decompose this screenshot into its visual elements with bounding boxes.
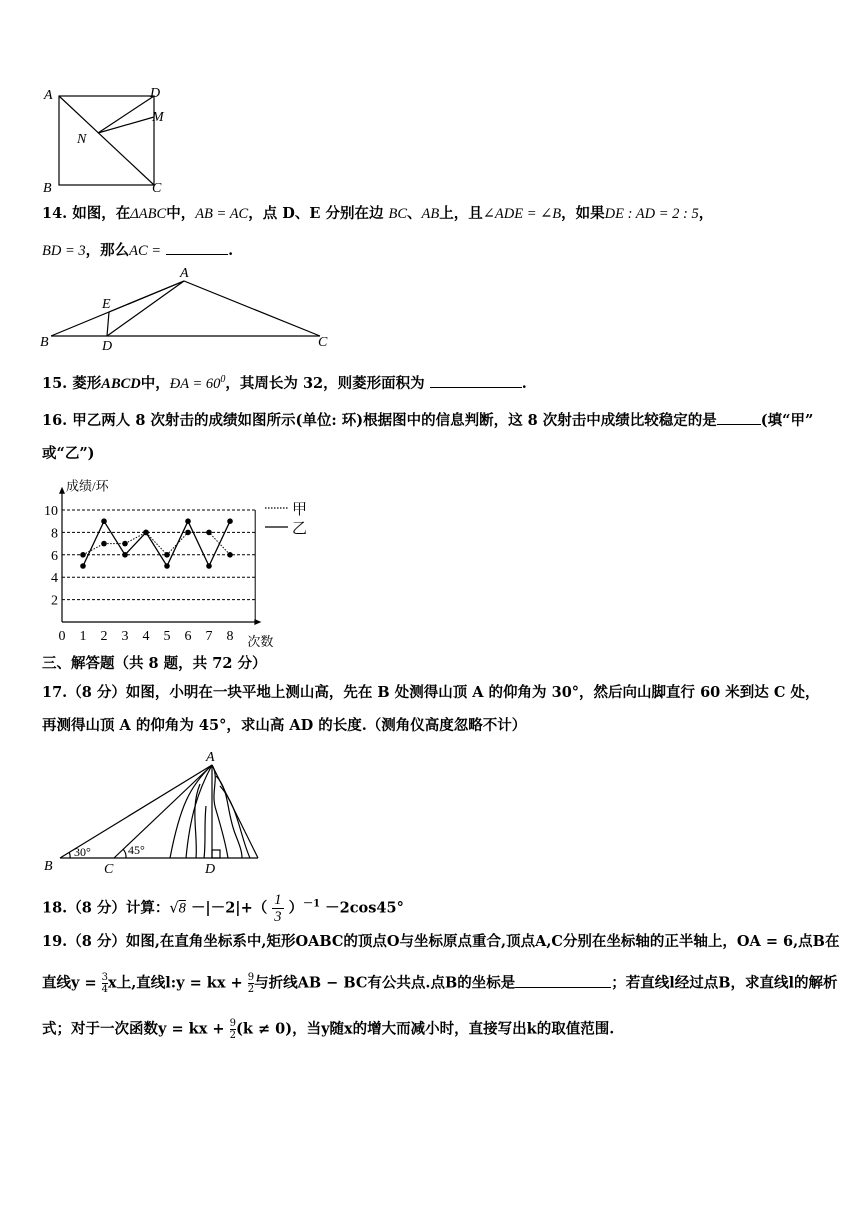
data-point-甲 xyxy=(227,552,233,558)
x-tick-label: 3 xyxy=(121,629,129,644)
question-17-line2: 再测得山顶 A 的仰角为 45°，求山高 AD 的长度.（测角仪高度忽略不计） xyxy=(42,717,527,734)
question-19-line1: 19.（8 分）如图,在直角坐标系中,矩形OABC的顶点O与坐标原点重合,顶点A,C分别在坐标轴的正半轴上，OA = 6,点B在 xyxy=(42,933,840,950)
data-point-甲 xyxy=(185,530,191,536)
label-N: N xyxy=(77,132,87,147)
label-B: B xyxy=(40,335,49,350)
data-point-乙 xyxy=(122,552,128,558)
label-B: B xyxy=(44,859,53,874)
figure-17-mountain xyxy=(40,746,270,874)
label-C: C xyxy=(318,335,328,350)
figure-14-triangle xyxy=(38,266,338,354)
data-point-乙 xyxy=(206,563,212,569)
answer-blank-15[interactable] xyxy=(430,373,522,388)
x-tick-label: 8 xyxy=(226,629,234,644)
answer-blank-19[interactable] xyxy=(515,973,611,988)
x-tick-label: 5 xyxy=(163,629,171,644)
data-point-乙 xyxy=(80,563,86,569)
label-E: E xyxy=(102,297,111,312)
y-tick-label: 8 xyxy=(51,526,58,542)
data-point-甲 xyxy=(101,541,107,547)
label-C: C xyxy=(104,862,114,874)
label-A: A xyxy=(180,266,189,281)
data-point-乙 xyxy=(101,518,107,524)
x-tick-label: 4 xyxy=(142,629,150,644)
legend-label: 甲 xyxy=(292,502,308,518)
angle-45-label: 45° xyxy=(128,843,145,857)
y-tick-label: 6 xyxy=(51,548,58,564)
data-point-甲 xyxy=(164,552,170,558)
y-tick-label: 2 xyxy=(51,593,58,609)
y-tick-label: 10 xyxy=(44,504,58,519)
question-18: 18.（8 分）计算：√8 －|－2|+（ $\frac{1}{3}$ ）$^{-1}$ －2cos45° xyxy=(42,892,404,925)
question-19-line2: 直线y = $\frac{3}{4}$ x上,直线l:y = kx + $\frac{9}{2}$ 与折线AB − BC有公共点.点B的坐标是 ；若直线l经过点B，求直线l的解析 xyxy=(42,972,838,995)
shooting-score-chart xyxy=(40,474,340,650)
data-point-甲 xyxy=(206,530,212,536)
question-19-line3: 式；对于一次函数y = kx + $\frac{9}{2}$ (k ≠ 0)，当y随x的增大而减小时，直接写出k的取值范围. xyxy=(42,1018,615,1041)
x-tick-label: 7 xyxy=(205,629,213,644)
data-point-乙 xyxy=(143,530,149,536)
answer-blank-16[interactable] xyxy=(717,410,761,425)
section-3-heading: 三、解答题（共 8 题，共 72 分） xyxy=(42,655,267,672)
data-point-乙 xyxy=(185,518,191,524)
question-14-line2: BD = 3，那么AC = . xyxy=(42,242,234,259)
label-D: D xyxy=(205,862,216,874)
label-A: A xyxy=(206,750,215,765)
label-A: A xyxy=(44,88,53,103)
figure-13-square xyxy=(40,84,180,196)
legend-label: 乙 xyxy=(292,521,308,537)
data-point-甲 xyxy=(122,541,128,547)
x-tick-label: 2 xyxy=(100,629,108,644)
question-16-line1: 16. 甲乙两人 8 次射击的成绩如图所示(单位: 环)根据图中的信息判断，这 8 次射击中成绩比较稳定的是 (填“甲” xyxy=(42,412,814,429)
answer-blank-14[interactable] xyxy=(166,240,228,255)
x-tick-label: 1 xyxy=(79,629,87,644)
x-tick-label: 6 xyxy=(184,629,192,644)
y-tick-label: 4 xyxy=(51,571,58,587)
data-point-乙 xyxy=(164,563,170,569)
data-point-乙 xyxy=(227,518,233,524)
y-axis-arrow xyxy=(59,487,65,494)
question-15: 15. 菱形ABCD中，ÐA = $60^0$，其周长为 32，则菱形面积为 . xyxy=(42,374,527,392)
label-B: B xyxy=(43,181,52,196)
angle-30-label: 30° xyxy=(74,845,91,859)
label-M: M xyxy=(152,110,164,125)
label-D: D xyxy=(150,86,161,101)
question-16-line2: 或“乙”) xyxy=(42,445,95,462)
question-17-line1: 17.（8 分）如图，小明在一块平地上测山高，先在 B 处测得山顶 A 的仰角为 30°，然后向山脚直行 60 米到达 C 处， xyxy=(42,684,820,701)
question-14-line1: 14. 如图，在ΔABC中，AB = AC，点 D、E 分别在边 BC、AB上，且∠ADE = ∠B，如果DE : AD = 2 : 5， xyxy=(42,205,714,222)
label-D: D xyxy=(102,339,113,354)
y-axis-label: 成绩/环 xyxy=(66,478,109,494)
x-tick-label: 0 xyxy=(58,629,66,644)
label-C: C xyxy=(152,181,162,196)
data-point-甲 xyxy=(80,552,86,558)
x-axis-label: 次数 xyxy=(247,634,274,649)
